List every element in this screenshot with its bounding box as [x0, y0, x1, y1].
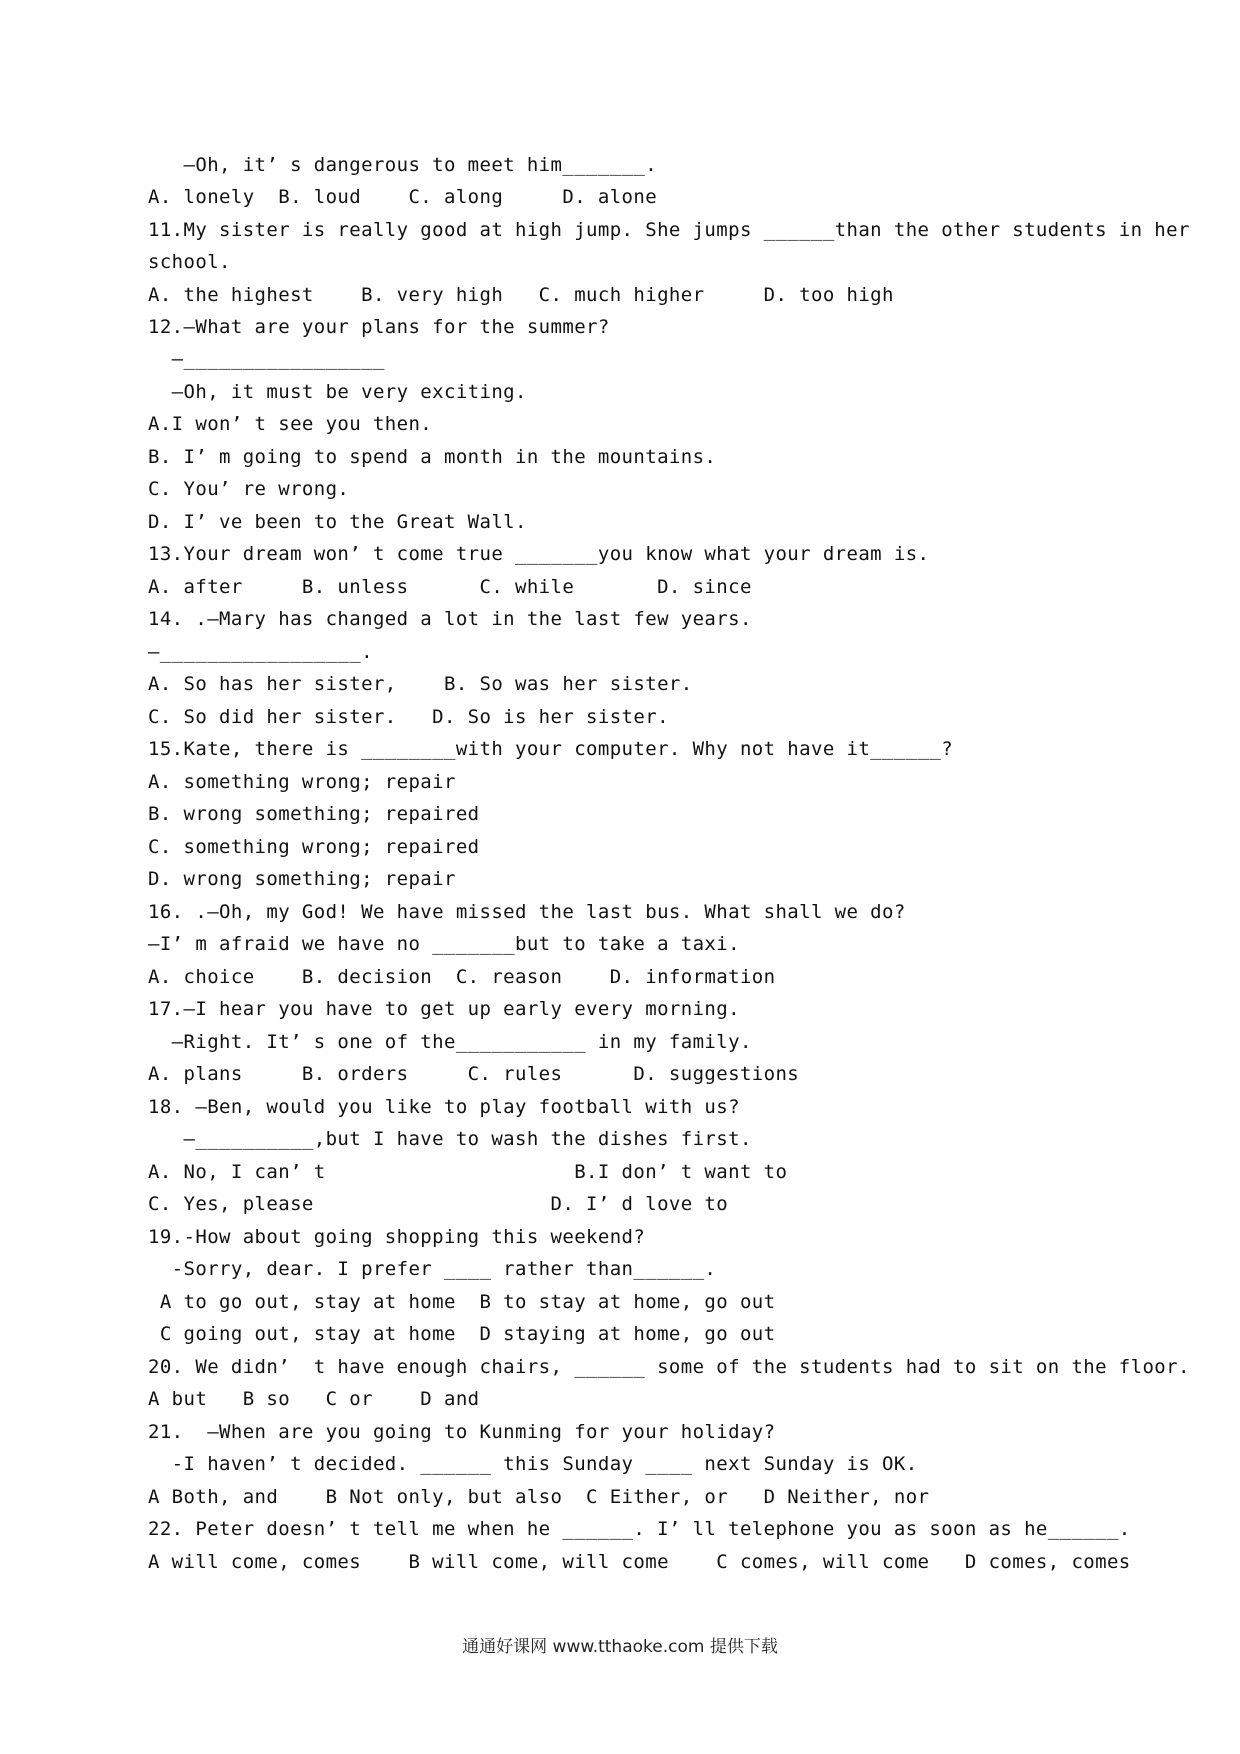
text-line: A.I won’ t see you then. — [148, 413, 433, 435]
text-line: —__________,but I have to wash the dishes first. — [148, 1128, 752, 1150]
text-line: 11.My sister is really good at high jump. She jumps ______than the other students in her — [148, 219, 1190, 241]
text-line: C. something wrong; repaired — [148, 836, 480, 858]
text-line: 17.—I hear you have to get up early every morning. — [148, 998, 740, 1020]
text-line: 18. —Ben, would you like to play football with us? — [148, 1096, 740, 1118]
text-line: 15.Kate, there is ________with your computer. Why not have it______? — [148, 738, 954, 760]
text-line: -I haven’ t decided. ______ this Sunday ____ next Sunday is OK. — [148, 1453, 918, 1475]
page-footer: 通通好课网 www.tthaoke.com 提供下载 — [462, 1637, 778, 1657]
text-line: —Oh, it must be very exciting. — [148, 381, 527, 403]
text-line: 14. .—Mary has changed a lot in the last few years. — [148, 608, 752, 630]
text-line: A. something wrong; repair — [148, 771, 456, 793]
text-line: A. after B. unless C. while D. since — [148, 576, 752, 598]
text-line: C. Yes, please D. I’ d love to — [148, 1193, 729, 1215]
text-line: A. So has her sister, B. So was her sister. — [148, 673, 693, 695]
text-line: school. — [148, 251, 231, 273]
text-line: A. lonely B. loud C. along D. alone — [148, 186, 658, 208]
text-line: A will come, comes B will come, will come C comes, will come D comes, comes — [148, 1551, 1131, 1573]
text-line: A. plans B. orders C. rules D. suggestions — [148, 1063, 800, 1085]
text-line: B. I’ m going to spend a month in the mountains. — [148, 446, 717, 468]
text-line: C. So did her sister. D. So is her sister. — [148, 706, 669, 728]
text-line: A. No, I can’ t B.I don’ t want to — [148, 1161, 788, 1183]
text-line: 20. We didn’ t have enough chairs, ______ some of the students had to sit on the floor. — [148, 1356, 1190, 1378]
text-line: -Sorry, dear. I prefer ____ rather than______. — [148, 1258, 717, 1280]
text-line: A. the highest B. very high C. much higher D. too high — [148, 284, 894, 306]
text-line: B. wrong something; repaired — [148, 803, 480, 825]
text-line: —Right. It’ s one of the___________ in my family. — [148, 1031, 752, 1053]
text-line: A. choice B. decision C. reason D. information — [148, 966, 776, 988]
text-line: —I’ m afraid we have no _______but to take a taxi. — [148, 933, 740, 955]
text-line: —_________________ — [148, 348, 385, 370]
text-line: A but B so C or D and — [148, 1388, 480, 1410]
text-line: 16. .—Oh, my God! We have missed the last bus. What shall we do? — [148, 901, 906, 923]
text-line: 22. Peter doesn’ t tell me when he ______. I’ ll telephone you as soon as he______. — [148, 1518, 1131, 1540]
text-line: 21. –When are you going to Kunming for your holiday? — [148, 1421, 776, 1443]
text-line: 13.Your dream won’ t come true _______you know what your dream is. — [148, 543, 930, 565]
text-line: A to go out, stay at home B to stay at home, go out — [148, 1291, 776, 1313]
text-line: 12.—What are your plans for the summer? — [148, 316, 610, 338]
text-line: —_________________. — [148, 641, 373, 663]
text-line: 19.-How about going shopping this weekend? — [148, 1226, 646, 1248]
text-line: —Oh, it’ s dangerous to meet him_______. — [148, 154, 658, 176]
text-line: A Both, and B Not only, but also C Either, or D Neither, nor — [148, 1486, 930, 1508]
text-line: C. You’ re wrong. — [148, 478, 350, 500]
text-line: D. wrong something; repair — [148, 868, 456, 890]
text-line: D. I’ ve been to the Great Wall. — [148, 511, 527, 533]
text-line: C going out, stay at home D staying at home, go out — [148, 1323, 776, 1345]
